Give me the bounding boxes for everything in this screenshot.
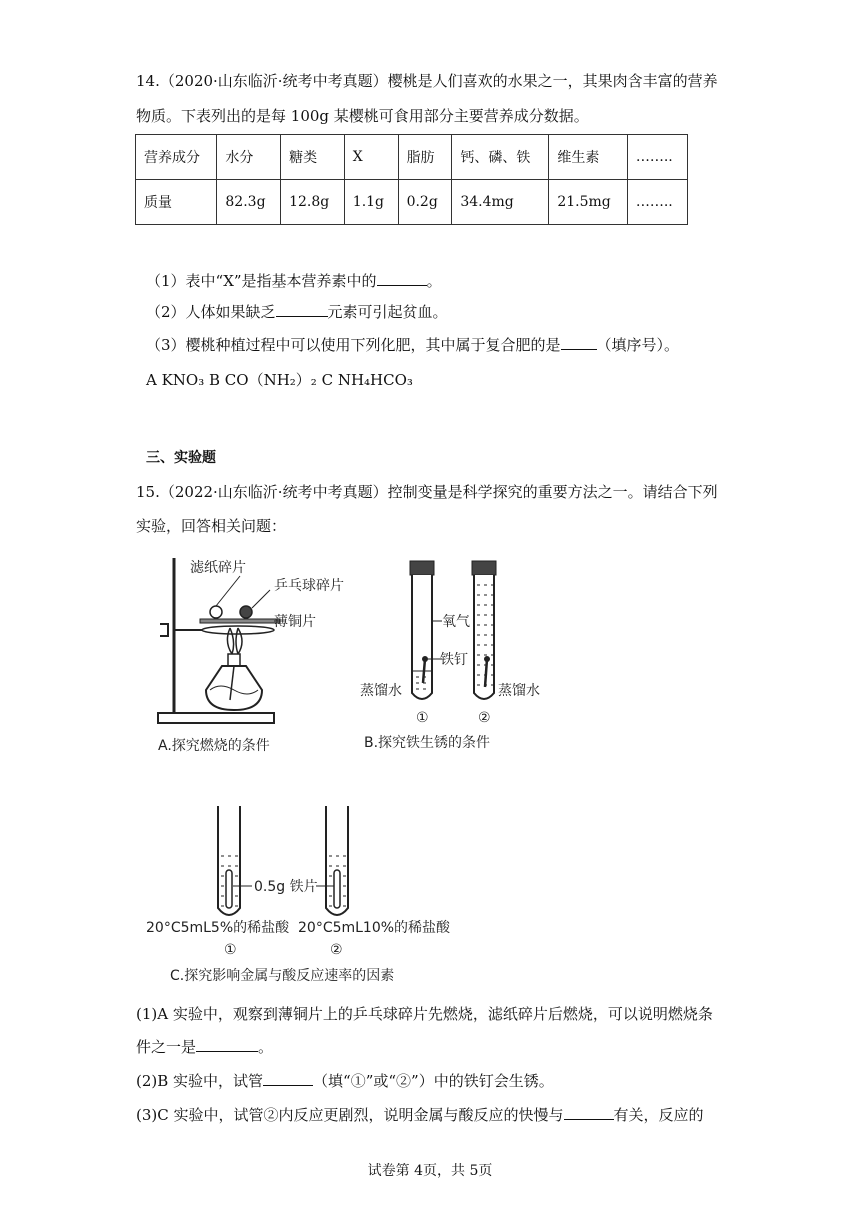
copper-sheet xyxy=(200,619,280,623)
q15-answer2-text: (2)B 实验中，试管 xyxy=(136,1072,264,1090)
table-cell: 82.3g xyxy=(217,180,281,225)
q14-sub1 xyxy=(146,270,442,291)
tube-number-c1: ① xyxy=(224,942,237,958)
q15-stem-line2: 实验，回答相关问题： xyxy=(136,517,287,535)
stopper-left xyxy=(410,561,434,575)
test-tube-2 xyxy=(474,575,494,699)
figure-c-reaction-rate xyxy=(140,800,460,985)
q15-answer3-text: (3)C 实验中，试管②内反应更剧烈，说明金属与酸反应的快慢与 xyxy=(136,1106,564,1124)
q15-answer1-end: 。 xyxy=(258,1038,274,1056)
figure-c-caption: C.探究影响金属与酸反应速率的因素 xyxy=(170,968,395,984)
q14-sub3-text: （3）樱桃种植过程中可以使用下列化肥，其中属于复合肥的是 xyxy=(146,336,561,354)
figure-a-combustion xyxy=(150,550,380,760)
stand-base xyxy=(158,713,274,723)
table-cell: 脂肪 xyxy=(398,135,452,180)
q15-answer1-line2 xyxy=(136,1036,273,1057)
label-acid-1: 20°C5mL5%的稀盐酸 xyxy=(146,920,290,936)
table-cell: …….. xyxy=(627,135,687,180)
label-iron-nail: 铁钉 xyxy=(440,652,468,668)
answer-blank[interactable] xyxy=(561,335,597,350)
table-cell: 21.5mg xyxy=(549,180,628,225)
filter-paper-piece xyxy=(210,606,222,618)
q15-answer3-end: 有关，反应的 xyxy=(613,1106,704,1124)
q14-sub2-end: 元素可引起贫血。 xyxy=(327,303,448,321)
table-cell: 水分 xyxy=(217,135,281,180)
q15-answer2-end: （填“①”或“②”）中的铁钉会生锈。 xyxy=(313,1072,554,1090)
label-oxygen: 氧气 xyxy=(442,614,470,630)
table-cell: 维生素 xyxy=(549,135,628,180)
table-cell: …….. xyxy=(627,180,687,225)
answer-blank[interactable] xyxy=(263,1071,313,1086)
nutrition-table xyxy=(135,134,688,225)
q15-answer1-text: 件之一是 xyxy=(136,1038,197,1056)
q14-sub1-text: （1）表中“X”是指基本营养素中的 xyxy=(146,272,377,290)
q14-options: A KNO₃ B CO（NH₂）₂ C NH₄HCO₃ xyxy=(146,371,413,389)
lamp-neck xyxy=(228,654,240,666)
table-row-values xyxy=(136,180,688,225)
q15-answer3 xyxy=(136,1104,704,1125)
tube-number-2: ② xyxy=(478,710,491,726)
section-heading: 三、实验题 xyxy=(146,450,216,466)
clamp-screw xyxy=(160,624,168,636)
leader-line xyxy=(252,590,270,608)
q14-sub3 xyxy=(146,334,679,355)
q15-answer2 xyxy=(136,1070,554,1091)
answer-blank[interactable] xyxy=(276,302,328,317)
table-cell: 质量 xyxy=(136,180,217,225)
q14-sub2 xyxy=(146,301,448,322)
answer-blank[interactable] xyxy=(564,1105,614,1120)
q14-sub2-text: （2）人体如果缺乏 xyxy=(146,303,276,321)
table-cell: 12.8g xyxy=(281,180,345,225)
table-cell: 糖类 xyxy=(281,135,345,180)
q15-answer1-line1: (1)A 实验中，观察到薄铜片上的乒乓球碎片先燃烧，滤纸碎片后燃烧，可以说明燃烧条 xyxy=(136,1005,713,1023)
label-copper-sheet: 薄铜片 xyxy=(274,614,316,630)
leader-line xyxy=(216,576,240,606)
label-filter-paper: 滤纸碎片 xyxy=(190,560,246,576)
table-cell: 0.2g xyxy=(398,180,452,225)
q14-sub1-end: 。 xyxy=(426,272,442,290)
table-cell: X xyxy=(344,135,398,180)
answer-blank[interactable] xyxy=(377,271,427,286)
iron-sheet-2 xyxy=(334,870,340,908)
q14-stem-line1: 14.（2020·山东临沂·统考中考真题）樱桃是人们喜欢的水果之一，其果肉含丰富的营养 xyxy=(136,72,718,90)
table-cell: 营养成分 xyxy=(136,135,217,180)
iron-sheet-1 xyxy=(226,870,232,908)
figure-a-caption: A.探究燃烧的条件 xyxy=(158,738,270,754)
label-distilled-water-left: 蒸馏水 xyxy=(360,683,402,699)
page-footer: 试卷第 4页，共 5页 xyxy=(367,1163,493,1179)
label-acid-2: 20°C5mL10%的稀盐酸 xyxy=(298,920,451,936)
figure-b-caption: B.探究铁生锈的条件 xyxy=(364,735,491,751)
figure-b-rust xyxy=(360,555,560,755)
answer-blank[interactable] xyxy=(196,1037,258,1052)
label-pingpong: 乒乓球碎片 xyxy=(274,578,344,594)
alcohol-lamp xyxy=(206,666,262,710)
label-distilled-water-right: 蒸馏水 xyxy=(498,683,540,699)
label-iron-sheet: 0.5g 铁片 xyxy=(254,879,318,895)
q15-stem-line1: 15.（2022·山东临沂·统考中考真题）控制变量是科学探究的重要方法之一。请结合下列 xyxy=(136,483,718,501)
table-cell: 1.1g xyxy=(344,180,398,225)
table-row-header xyxy=(136,135,688,180)
pingpong-piece xyxy=(240,606,252,618)
tube-number-1: ① xyxy=(416,710,429,726)
table-cell: 钙、磷、铁 xyxy=(452,135,549,180)
q14-stem-line2: 物质。下表列出的是每 100g 某樱桃可食用部分主要营养成分数据。 xyxy=(136,107,589,125)
tube-number-c2: ② xyxy=(330,942,343,958)
table-cell: 34.4mg xyxy=(452,180,549,225)
q14-sub3-end: （填序号）。 xyxy=(596,336,680,354)
stopper-right xyxy=(472,561,496,575)
